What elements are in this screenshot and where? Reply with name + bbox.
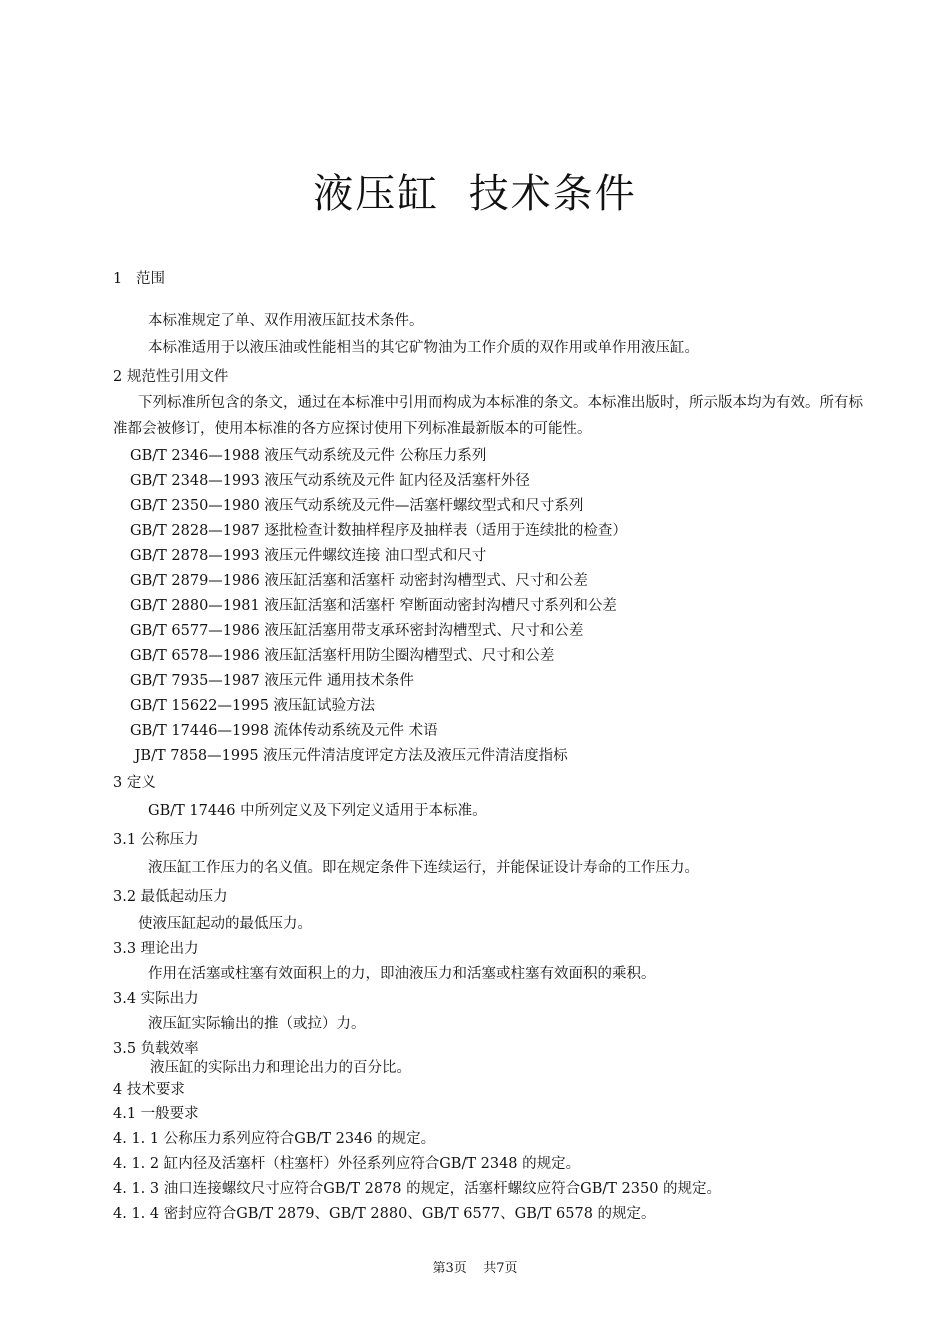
page-footer: 第3页 共7页 bbox=[432, 1261, 518, 1276]
definition-3-2-text: 使液压缸起动的最低压力。 bbox=[138, 916, 312, 932]
section-4-1-heading: 4.1 一般要求 bbox=[113, 1106, 199, 1122]
reference-item: GB/T 2350—1980 液压气动系统及元件—活塞杆螺纹型式和尺寸系列 bbox=[130, 498, 584, 514]
section-1-heading: 1 范围 bbox=[113, 271, 166, 287]
requirement-item: 4. 1. 1 公称压力系列应符合GB/T 2346 的规定。 bbox=[113, 1131, 436, 1147]
section-2-intro: 下列标准所包含的条文，通过在本标准中引用而构成为本标准的条文。本标准出版时，所示版本均为有效。所有标准都会被修订，使用本标准的各方应探讨使用下列标准最新版本的可能性。 bbox=[113, 395, 863, 437]
section-1-paragraph-2: 本标准适用于以液压油或性能相当的其它矿物油为工作介质的双作用或单作用液压缸。 bbox=[148, 340, 699, 356]
definition-3-5-heading: 3.5 负载效率 bbox=[113, 1041, 199, 1057]
reference-item: GB/T 6577—1986 液压缸活塞用带支承环密封沟槽型式、尺寸和公差 bbox=[130, 623, 584, 639]
reference-item: GB/T 2828—1987 逐批检查计数抽样程序及抽样表（适用于连续批的检查） bbox=[130, 523, 627, 539]
reference-item: GB/T 6578—1986 液压缸活塞杆用防尘圈沟槽型式、尺寸和公差 bbox=[130, 648, 555, 664]
reference-item: GB/T 2879—1986 液压缸活塞和活塞杆 动密封沟槽型式、尺寸和公差 bbox=[130, 573, 588, 589]
section-1-paragraph-1: 本标准规定了单、双作用液压缸技术条件。 bbox=[148, 313, 424, 329]
reference-item: GB/T 2346—1988 液压气动系统及元件 公称压力系列 bbox=[130, 448, 487, 464]
requirement-item: 4. 1. 4 密封应符合GB/T 2879、GB/T 2880、GB/T 6577、GB/T 6578 的规定。 bbox=[113, 1206, 656, 1222]
requirement-item: 4. 1. 2 缸内径及活塞杆（柱塞杆）外径系列应符合GB/T 2348 的规定。 bbox=[113, 1156, 581, 1172]
reference-item: GB/T 15622—1995 液压缸试验方法 bbox=[130, 698, 376, 714]
definition-3-4-heading: 3.4 实际出力 bbox=[113, 991, 199, 1007]
definition-3-3-text: 作用在活塞或柱塞有效面积上的力，即油液压力和活塞或柱塞有效面积的乘积。 bbox=[148, 966, 656, 982]
section-3-paragraph: GB/T 17446 中所列定义及下列定义适用于本标准。 bbox=[148, 803, 487, 819]
document-title: 液压缸 技术条件 bbox=[313, 171, 637, 217]
definition-3-3-heading: 3.3 理论出力 bbox=[113, 941, 199, 957]
reference-item: GB/T 2348—1993 液压气动系统及元件 缸内径及活塞杆外径 bbox=[130, 473, 530, 489]
definition-3-5-text: 液压缸的实际出力和理论出力的百分比。 bbox=[150, 1060, 411, 1076]
definition-3-1-text: 液压缸工作压力的名义值。即在规定条件下连续运行，并能保证设计寿命的工作压力。 bbox=[148, 860, 699, 876]
definition-3-4-text: 液压缸实际输出的推（或拉）力。 bbox=[148, 1016, 366, 1032]
reference-item: GB/T 7935—1987 液压元件 通用技术条件 bbox=[130, 673, 414, 689]
section-2-heading: 2 规范性引用文件 bbox=[113, 369, 229, 385]
requirement-item: 4. 1. 3 油口连接螺纹尺寸应符合GB/T 2878 的规定，活塞杆螺纹应符合GB/T 2350 的规定。 bbox=[113, 1181, 722, 1197]
reference-item: GB/T 2878—1993 液压元件螺纹连接 油口型式和尺寸 bbox=[130, 548, 487, 564]
definition-3-1-heading: 3.1 公称压力 bbox=[113, 832, 199, 848]
reference-item: GB/T 2880—1981 液压缸活塞和活塞杆 窄断面动密封沟槽尺寸系列和公差 bbox=[130, 598, 617, 614]
section-3-heading: 3 定义 bbox=[113, 775, 156, 791]
section-4-heading: 4 技术要求 bbox=[113, 1082, 185, 1098]
reference-item: JB/T 7858—1995 液压元件清洁度评定方法及液压元件清洁度指标 bbox=[130, 748, 568, 764]
definition-3-2-heading: 3.2 最低起动压力 bbox=[113, 889, 228, 905]
reference-item: GB/T 17446—1998 流体传动系统及元件 术语 bbox=[130, 723, 438, 739]
